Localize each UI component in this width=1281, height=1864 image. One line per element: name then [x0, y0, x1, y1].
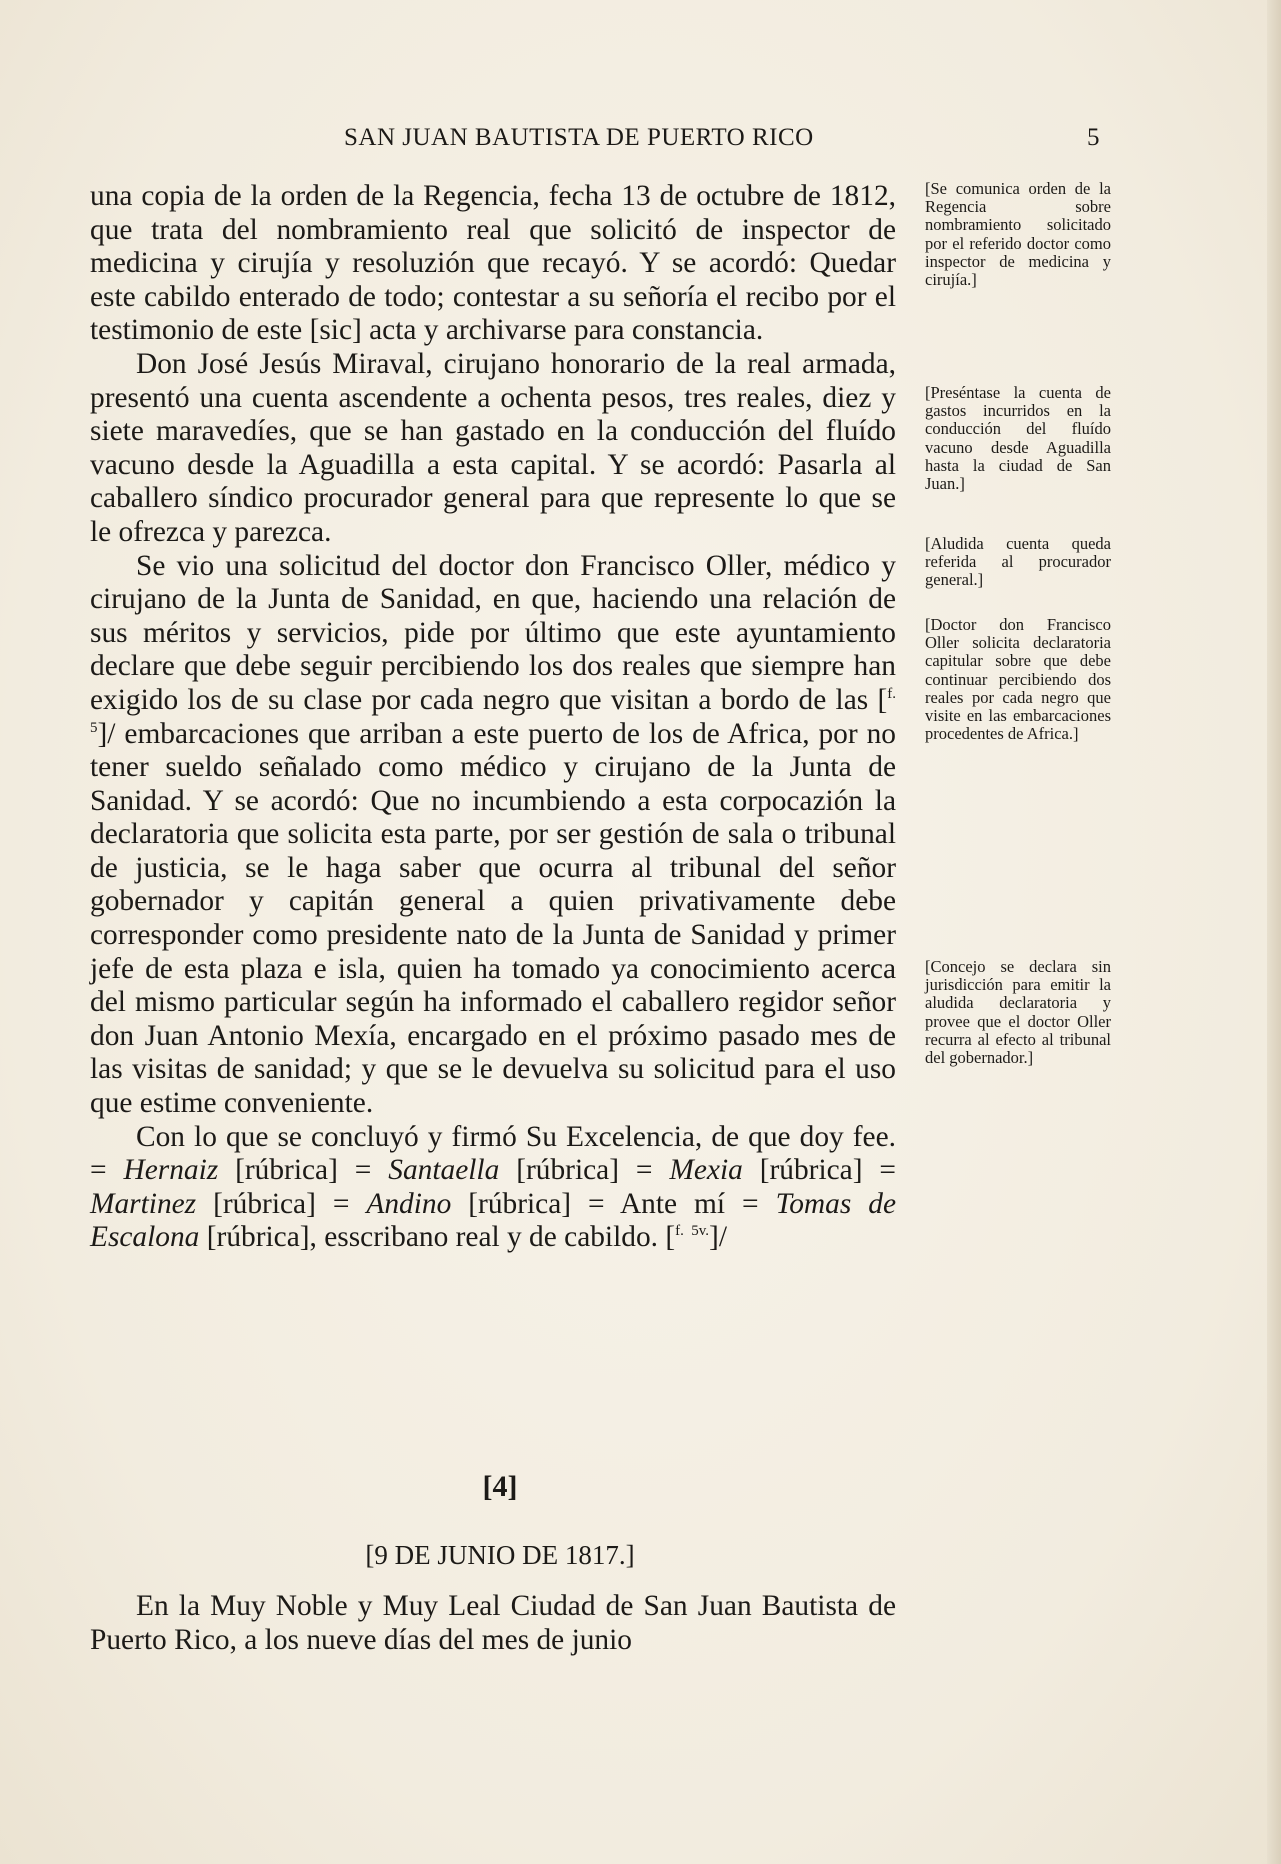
margin-note-cuenta: [Preséntase la cuenta de gastos incurridos en la conducción del fluído vacuno desde Aguadilla hasta la ciudad de San Juan.] [925, 383, 1111, 494]
margin-note-procurador: [Aludida cuenta queda referida al procurador general.] [925, 534, 1111, 590]
page-number: 5 [1087, 124, 1100, 151]
closing-text-2: [rúbrica] = [218, 1154, 389, 1187]
signature-andino: Andino [366, 1187, 452, 1220]
running-head: SAN JUAN BAUTISTA DE PUERTO RICO [344, 124, 814, 151]
paragraph-oller-part-b: ]/ embarcaciones que arriban a este puerto de los de Africa, por no tener sueldo señalado como médico y cirujano de la Junta de Sanidad. Y se acordó: Que no incumbiendo a esta corpocazión la declaratoria que solicita esta parte, por ser gestión de sala o tribunal de justicia, se le haga saber que ocurra al tribunal del señor gobernador y capitán general a quien privativamente debe corresponder como presidente nato de la Junta de Sanidad y primer jefe de esta plaza e isla, quien ha tomado ya conocimiento acerca del mismo particular según ha informado el caballero regidor señor don Juan Antonio Mexía, encargado en el próximo pasado mes de las visitas de sanidad; y que se le devuelva su solicitud para el uso que estime conveniente. [90, 717, 896, 1120]
section-date: [9 DE JUNIO DE 1817.] [365, 1540, 635, 1570]
signature-martinez: Martinez [90, 1187, 197, 1220]
signature-escalona: Tomas de Escalona [90, 1187, 896, 1254]
margin-note-oller: [Doctor don Francisco Oller solicita declaratoria capitular sobre que debe continuar percibiendo dos reales por cada negro que visite en las embarcaciones procedentes de Africa.] [925, 615, 1111, 744]
margin-note-regencia: [Se comunica orden de la Regencia sobre nombramiento solicitado por el referido doctor como inspector de medicina y cirujía.] [925, 179, 1111, 290]
signature-santaella: Santaella [388, 1154, 500, 1187]
signature-mexia: Mexia [669, 1154, 743, 1187]
paragraph-closing [90, 1121, 896, 1255]
closing-text-4: [rúbrica] = [742, 1154, 896, 1187]
closing-text-5: [rúbrica] = [196, 1187, 367, 1220]
closing-text-8: ]/ [709, 1221, 727, 1254]
folio-marker-number: 5 [90, 719, 98, 736]
folio-marker-number-2: 5v. [691, 1223, 710, 1240]
section-number: [4] [482, 1470, 518, 1503]
signature-hernaiz: Hernaiz [123, 1154, 219, 1187]
closing-text-3: [rúbrica] = [499, 1154, 670, 1187]
body-text-block-2 [90, 1590, 896, 1657]
paragraph-oller-part-a: Se vio una solicitud del doctor don Francisco Oller, médico y cirujano de la Junta de Sanidad, en que, haciendo una relación de sus méritos y servicios, pide por último que este ayuntamiento declare que debe seguir percibiendo los dos reales que siempre han exigido los de su clase por cada negro que visitan a bordo de las [ [90, 549, 896, 716]
paragraph-miraval: Don José Jesús Miraval, cirujano honorario de la real armada, presentó una cuenta ascendente a ochenta pesos, tres reales, diez y siete maravedíes, que se han gastado en la conducción del fluído vacuno desde la Aguadilla a esta capital. Y se acordó: Pasarla al caballero síndico procurador general para que represente lo que se le ofrezca y parezca. [90, 347, 896, 548]
paragraph-oller [90, 550, 896, 1121]
closing-text-1: Con lo que se concluyó y firmó Su Excelencia, de que doy fee. = [90, 1120, 896, 1187]
closing-text-6: [rúbrica] = Ante mí = [451, 1187, 776, 1220]
page-edge [1267, 0, 1281, 1864]
folio-marker-f: f. [887, 686, 896, 703]
closing-text-7: [rúbrica], esscribano real y de cabildo. [ [199, 1221, 676, 1254]
folio-marker-f-2: f. [675, 1223, 684, 1240]
paragraph-regencia: una copia de la orden de la Regencia, fecha 13 de octubre de 1812, que trata del nombramiento real que solicitó de inspector de medicina y cirujía y resoluzión que recayó. Y se acordó: Quedar este cabildo enterado de todo; contestar a su señoría el recibo por el testimonio de este [sic] acta y archivarse para constancia. [90, 180, 896, 347]
paragraph-new-session: En la Muy Noble y Muy Leal Ciudad de San Juan Bautista de Puerto Rico, a los nueve días del mes de junio [90, 1590, 896, 1656]
margin-note-concejo: [Concejo se declara sin jurisdicción para emitir la aludida declaratoria y provee que el doctor Oller recurra al efecto al tribunal del gobernador.] [925, 957, 1111, 1068]
body-text-block-1 [90, 180, 896, 1255]
